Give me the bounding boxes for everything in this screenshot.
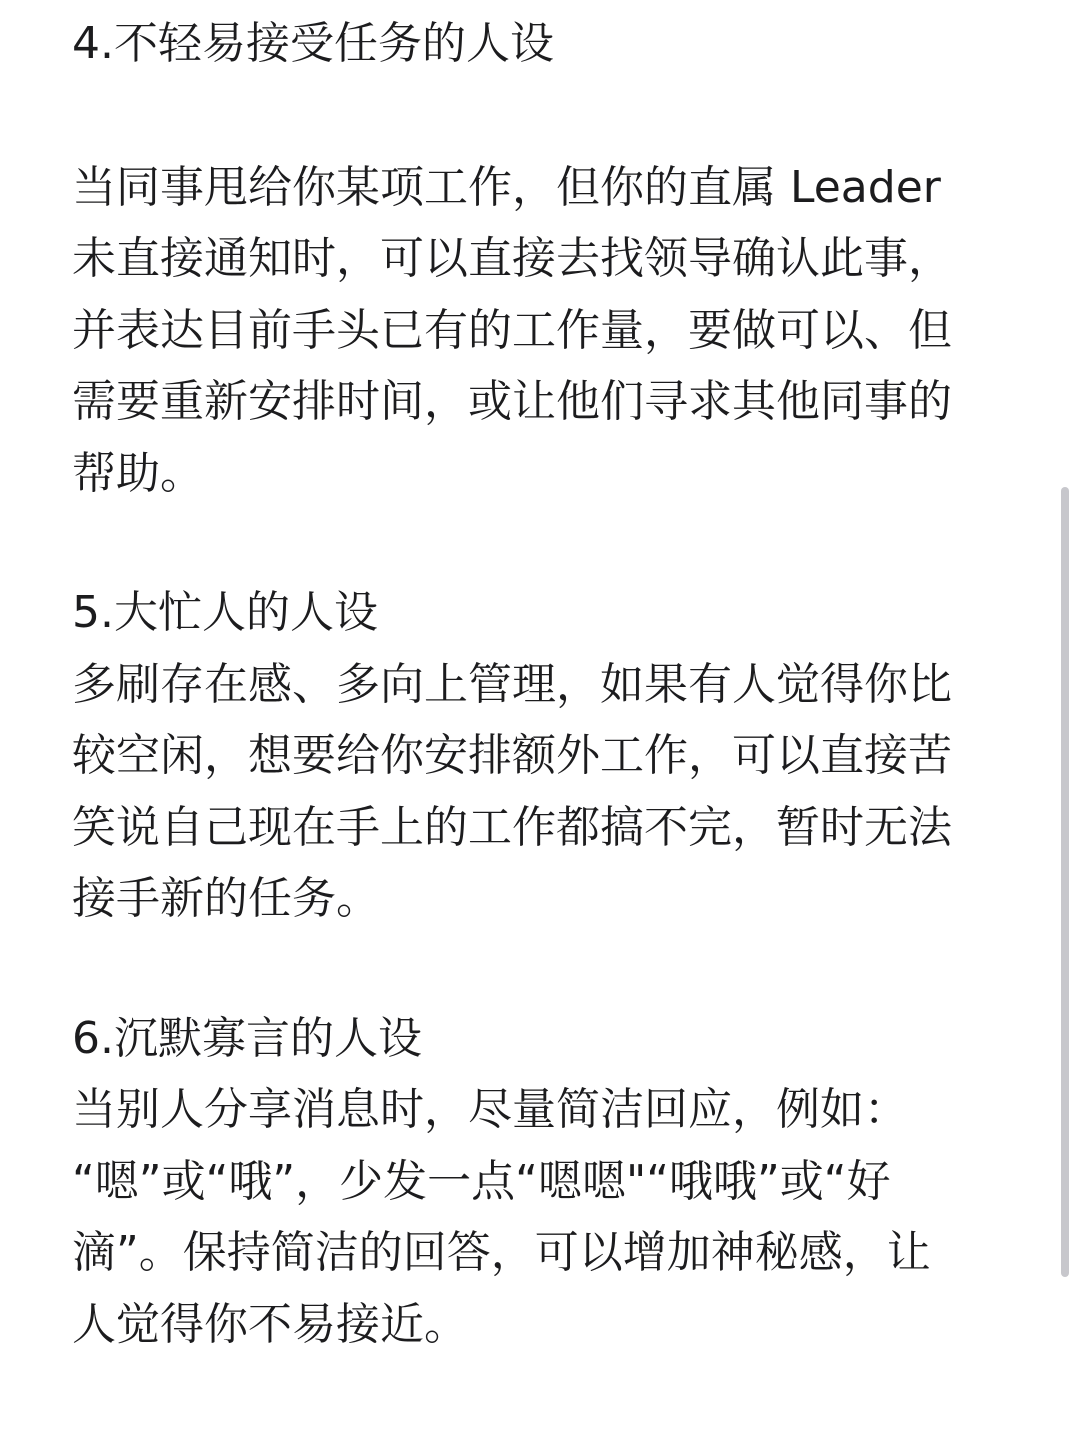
body-line: 人觉得你不易接近。 [72,1298,468,1350]
section-6 [72,1003,1012,1361]
body-line: 未直接通知时，可以直接去找领导确认此事， [72,233,952,284]
paragraph-gap [72,935,1012,1003]
note-content [72,8,1012,1360]
body-line: 滴”。保持简洁的回答，可以增加神秘感，让 [72,1227,931,1278]
body-line: 需要重新安排时间，或让他们寻求其他同事的 [72,376,952,427]
body-line: 接手新的任务。 [72,873,380,924]
paragraph-gap [72,509,1012,577]
body-line: 多刷存在感、多向上管理，如果有人觉得你比 [72,658,952,710]
paragraph-gap [72,80,1012,152]
body-line: 当同事甩给你某项工作，但你的直属 Leader [72,161,941,213]
body-line: 并表达目前手头已有的工作量，要做可以、但 [72,304,952,356]
section-4 [72,8,1012,509]
section-heading: 6.沉默寡言的人设 [72,1012,422,1064]
body-line: “嗯”或“哦”，少发一点“嗯嗯"“哦哦”或“好 [72,1155,891,1207]
body-line: 笑说自己现在手上的工作都搞不完，暂时无法 [72,801,952,853]
section-5 [72,577,1012,935]
vertical-scrollbar[interactable] [1061,487,1069,1277]
section-heading: 4.不轻易接受任务的人设 [72,18,554,69]
body-line: 较空闲，想要给你安排额外工作，可以直接苦 [72,730,952,781]
section-heading: 5.大忙人的人设 [72,587,378,638]
body-line: 帮助。 [72,447,204,499]
body-line: 当别人分享消息时，尽量简洁回应，例如： [72,1084,908,1135]
